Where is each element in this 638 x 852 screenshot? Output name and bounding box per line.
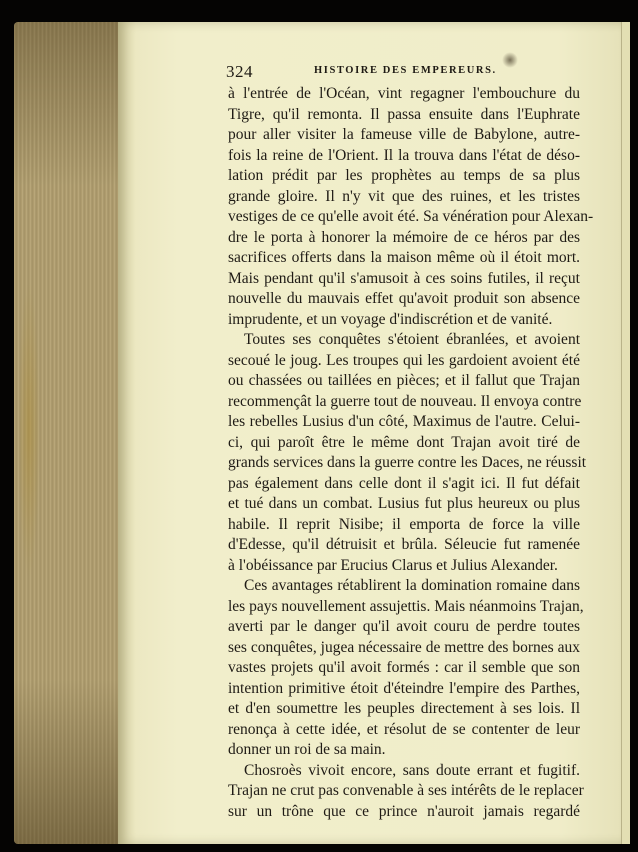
text-line: imprudente, et un voyage d'indiscrétion et de vanité.: [228, 310, 553, 328]
running-title: HISTOIRE DES EMPEREURS.: [314, 65, 497, 76]
text-line: Trajan ne crut pas convenable à ses intérêts de le replacer: [228, 782, 584, 799]
text-line: averti par le danger qu'il avoit couru de perdre toutes: [228, 618, 580, 635]
text-line: vestiges de ce qu'elle avoit été. Sa vénération pour Alexan-: [228, 208, 594, 225]
text-line: à l'obéissance par Erucius Clarus et Julius Alexander.: [228, 556, 558, 574]
text-line: les pays nouvellement assujettis. Mais néanmoins Trajan,: [228, 597, 584, 615]
page-header: [226, 62, 566, 82]
paper-stain: [18, 280, 40, 580]
text-line: secoué le joug. Les troupes qui les gardoient avoient été: [228, 351, 580, 369]
text-line: pas également dans celle dont il s'agit ici. Il fut défait: [228, 474, 580, 492]
text-line: les rebelles Lusius d'un côté, Maximus de l'autre. Celui-: [228, 413, 580, 430]
text-line: sur un trône que ce prince n'auroit jamais regardé: [228, 802, 580, 820]
text-line: donner un roi de sa main.: [228, 741, 386, 758]
text-line: pour aller visiter la fameuse ville de Babylone, autre-: [228, 126, 580, 143]
text-line: sacrifices offerts dans la maison même où il étoit mort.: [228, 249, 580, 266]
text-line: ses conquêtes, jugea nécessaire de mettre des bornes aux: [228, 638, 580, 656]
text-line: vastes projets qu'il avoit formés : car il semble que son: [228, 659, 580, 676]
text-line: fois la reine de l'Orient. Il la trouva dans l'état de déso-: [228, 146, 580, 164]
text-line: et d'en soumettre les peuples directement à ses lois. Il: [228, 700, 580, 717]
text-line: grands services dans la guerre contre les Daces, ne réussit: [228, 454, 587, 471]
text-line: lation prédit par les prophètes au temps de sa plus: [228, 167, 580, 184]
text-line: dre le porta à honorer la mémoire de ce héros par des: [228, 228, 580, 246]
text-line: à l'entrée de l'Océan, vint regagner l'embouchure du: [228, 85, 580, 102]
paragraph-first-line: Ces avantages rétablirent la domination romaine dans: [244, 577, 580, 594]
text-line: Tigre, qu'il remonta. Il passa ensuite dans l'Euphrate: [228, 105, 580, 123]
text-line: habile. Il reprit Nisibe; il emporta de force la ville: [228, 515, 580, 533]
text-line: Mais pendant qu'il s'amusoit à ces soins futiles, il reçut: [228, 269, 580, 287]
page-number: 324: [226, 62, 253, 81]
paragraph-first-line: Chosroès vivoit encore, sans doute errant et fugitif.: [244, 761, 580, 779]
text-line: d'Edesse, qu'il détruisit et brûla. Séleucie fut ramenée: [228, 536, 580, 553]
body-text: [228, 84, 594, 822]
text-line: et tué dans un combat. Lusius fut plus heureux ou plus: [228, 495, 580, 512]
text-line: ci, qui paroît être le même dont Trajan avoit tiré de: [228, 433, 580, 451]
text-line: recommençât la guerre tout de nouveau. Il envoya contre: [228, 392, 582, 410]
text-line: intention primitive étoit d'éteindre l'empire des Parthes,: [228, 679, 580, 697]
facing-page-edge: [621, 22, 630, 844]
paragraph-first-line: Toutes ses conquêtes s'étoient ébranlées, et avoient: [244, 331, 580, 348]
text-line: nouvelle du mauvais effet qu'avoit produit son absence: [228, 290, 580, 307]
text-line: renonça à cette idée, et résolut de se contenter de leur: [228, 720, 580, 738]
text-line: grande gloire. Il n'y vit que des ruines, et les tristes: [228, 187, 580, 205]
text-line: ou chassées ou taillées en pièces; et il fallut que Trajan: [228, 372, 580, 389]
